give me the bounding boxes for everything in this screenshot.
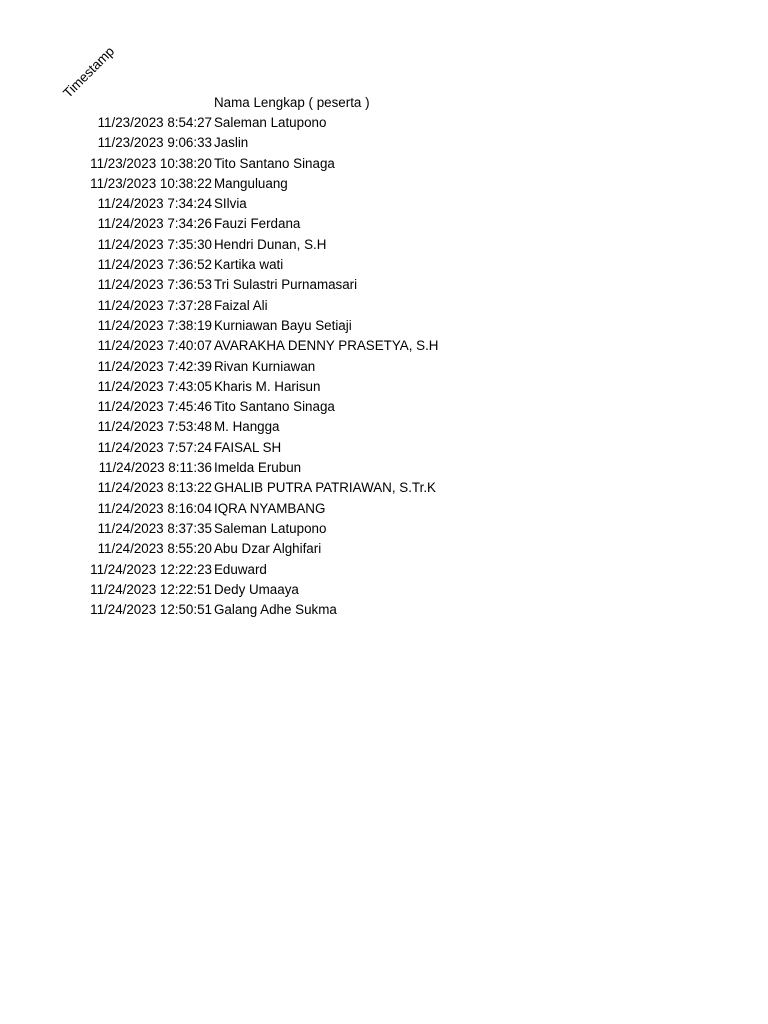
timestamp-cell: 11/24/2023 7:40:07	[97, 338, 212, 354]
name-cell: AVARAKHA DENNY PRASETYA, S.H	[214, 338, 439, 354]
name-cell: Kharis M. Harisun	[214, 378, 321, 394]
name-cell: Tri Sulastri Purnamasari	[214, 277, 358, 293]
name-cell: Manguluang	[214, 175, 288, 191]
timestamp-cell: 11/24/2023 7:36:53	[97, 277, 212, 293]
name-cell: IQRA NYAMBANG	[214, 500, 326, 516]
timestamp-cell: 11/23/2023 10:38:20	[90, 155, 212, 171]
timestamp-cell: 11/24/2023 7:53:48	[97, 419, 212, 435]
name-cell: Faizal Ali	[214, 297, 268, 313]
table-row	[0, 377, 768, 397]
table-row	[0, 275, 768, 295]
timestamp-cell: 11/24/2023 7:42:39	[97, 358, 212, 374]
timestamp-cell: 11/23/2023 10:38:22	[90, 175, 212, 191]
timestamp-cell: 11/24/2023 7:43:05	[97, 378, 212, 394]
name-cell: Imelda Erubun	[214, 460, 302, 476]
data-rows	[0, 113, 768, 620]
table-row	[0, 133, 768, 153]
name-cell: GHALIB PUTRA PATRIAWAN, S.Tr.K	[214, 480, 436, 496]
table-row	[0, 316, 768, 336]
table-row	[0, 113, 768, 133]
table-row	[0, 600, 768, 620]
name-cell: Fauzi Ferdana	[214, 216, 301, 232]
timestamp-cell: 11/24/2023 7:38:19	[97, 317, 212, 333]
name-cell: Jaslin	[214, 135, 249, 151]
name-cell: Kartika wati	[214, 257, 284, 273]
timestamp-cell: 11/23/2023 9:06:33	[97, 135, 212, 151]
table-row	[0, 560, 768, 580]
table-row	[0, 194, 768, 214]
timestamp-cell: 11/23/2023 8:54:27	[97, 115, 212, 130]
name-cell: Tito Santano Sinaga	[214, 399, 335, 415]
table-row	[0, 357, 768, 377]
table-row	[0, 174, 768, 194]
name-cell: Galang Adhe Sukma	[214, 602, 337, 618]
table-row	[0, 397, 768, 417]
timestamp-cell: 11/24/2023 7:34:26	[97, 216, 212, 232]
timestamp-cell: 11/24/2023 7:35:30	[97, 236, 212, 252]
table-row	[0, 478, 768, 498]
timestamp-cell: 11/24/2023 12:50:51	[90, 602, 212, 618]
table-row	[0, 458, 768, 478]
name-cell: Tito Santano Sinaga	[214, 155, 335, 171]
table-row	[0, 235, 768, 255]
table-row	[0, 296, 768, 316]
header-row	[0, 93, 768, 113]
table-row	[0, 499, 768, 519]
name-column-header: Nama Lengkap ( peserta )	[214, 95, 370, 110]
timestamp-cell: 11/24/2023 12:22:23	[90, 561, 212, 577]
name-cell: M. Hangga	[214, 419, 280, 435]
table-row	[0, 214, 768, 234]
timestamp-cell: 11/24/2023 7:34:24	[97, 196, 212, 212]
name-cell: SIlvia	[214, 196, 247, 212]
timestamp-cell: 11/24/2023 8:16:04	[97, 500, 212, 516]
timestamp-cell: 11/24/2023 12:22:51	[90, 581, 212, 597]
timestamp-cell: 11/24/2023 7:37:28	[97, 297, 212, 313]
timestamp-cell: 11/24/2023 8:55:20	[97, 541, 212, 557]
table-row	[0, 539, 768, 559]
timestamp-cell: 11/24/2023 8:11:36	[98, 460, 212, 476]
timestamp-cell: 11/24/2023 8:37:35	[97, 520, 212, 536]
timestamp-cell: 11/24/2023 8:13:22	[97, 480, 212, 496]
table-row	[0, 336, 768, 356]
table-row	[0, 255, 768, 275]
table-row	[0, 154, 768, 174]
name-cell: Saleman Latupono	[214, 115, 327, 130]
name-cell: Dedy Umaaya	[214, 581, 299, 597]
table-row	[0, 580, 768, 600]
timestamp-column-header: Timestamp	[60, 43, 118, 101]
name-cell: Hendri Dunan, S.H	[214, 236, 327, 252]
table-row	[0, 519, 768, 539]
timestamp-cell: 11/24/2023 7:36:52	[97, 257, 212, 273]
name-cell: FAISAL SH	[214, 439, 282, 455]
name-cell: Eduward	[214, 561, 267, 577]
name-cell: Rivan Kurniawan	[214, 358, 316, 374]
name-cell: Saleman Latupono	[214, 520, 327, 536]
timestamp-cell: 11/24/2023 7:45:46	[97, 399, 212, 415]
name-cell: Abu Dzar Alghifari	[214, 541, 322, 557]
table-row	[0, 438, 768, 458]
timestamp-cell: 11/24/2023 7:57:24	[97, 439, 212, 455]
name-cell: Kurniawan Bayu Setiaji	[214, 317, 352, 333]
table-row	[0, 417, 768, 437]
